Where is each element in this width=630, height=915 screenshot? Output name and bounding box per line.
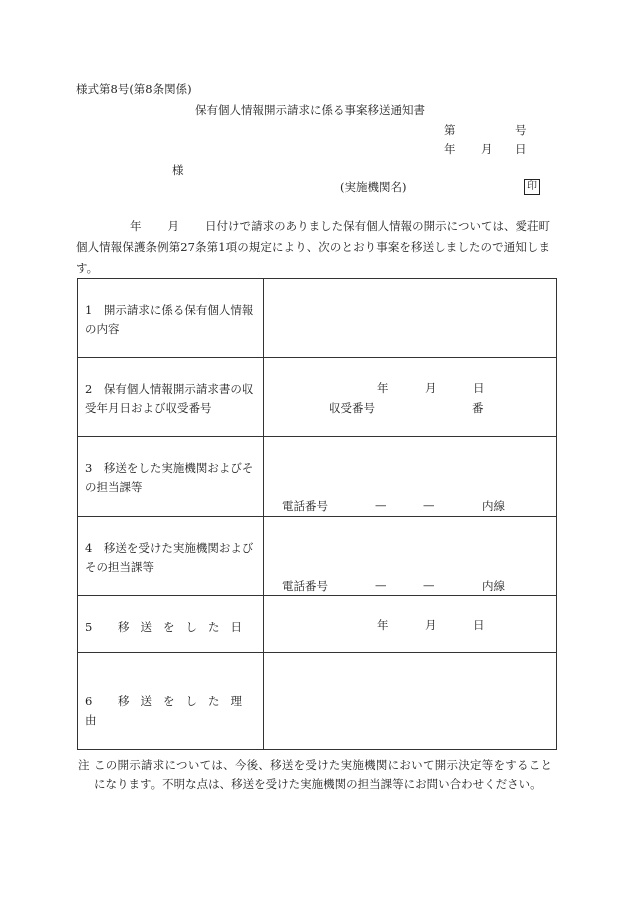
row3-label: 3 移送をした実施機関およびその担当課等: [78, 437, 264, 517]
form-number: 様式第8号(第8条関係): [76, 82, 192, 96]
row4-dash-2: —: [423, 578, 435, 592]
issue-date-day: 日: [515, 142, 527, 156]
table-row: [78, 279, 557, 358]
seal-stamp: 印: [524, 179, 540, 195]
row3-dash-2: —: [423, 498, 435, 512]
row2-receipt-suffix: 番: [472, 401, 484, 415]
row3-extension: 内線: [482, 499, 505, 513]
table-row: [78, 653, 557, 750]
row3-dash-1: —: [375, 498, 387, 512]
row6-value: [264, 653, 557, 750]
row6-label: 6 移送をした理由: [78, 653, 264, 750]
row1-label: 1 開示請求に係る保有個人情報の内容: [78, 279, 264, 358]
document-title: 保有個人情報開示請求に係る事案移送通知書: [195, 103, 425, 117]
row4-dash-1: —: [375, 578, 387, 592]
sender-agency-label: (実施機関名): [340, 180, 407, 194]
row2-label: 2 保有個人情報開示請求書の収受年月日および収受番号: [78, 358, 264, 437]
footnote-text: この開示請求については、今後、移送を受けた実施機関において開示決定等をすることになります。不明な点は、移送を受けた実施機関の担当課等にお問い合わせください。: [94, 758, 552, 791]
table-row: [78, 517, 557, 596]
table-row: [78, 437, 557, 517]
body-date-month: 月: [167, 219, 180, 233]
issue-date-month: 月: [481, 142, 493, 156]
row2-receipt-label: 収受番号: [329, 401, 375, 415]
row4-label: 4 移送を受けた実施機関およびその担当課等: [78, 517, 264, 596]
body-date-year: 年: [130, 219, 142, 233]
row5-month: 月: [425, 618, 437, 632]
row5-value: [264, 596, 557, 653]
row2-day: 日: [473, 381, 485, 395]
row3-phone-label: 電話番号: [282, 499, 328, 513]
body-paragraph: [76, 216, 550, 279]
transfer-details-table: [77, 278, 557, 750]
addressee-suffix: 様: [172, 163, 184, 177]
row5-label: 5 移送をした日: [78, 596, 264, 653]
row4-phone-label: 電話番号: [282, 579, 328, 593]
footnote-mark: 注: [78, 758, 90, 772]
row2-month: 月: [425, 381, 437, 395]
footnote: [78, 756, 552, 794]
row1-value: [264, 279, 557, 358]
row4-extension: 内線: [482, 579, 505, 593]
document-number-prefix: 第: [444, 123, 456, 137]
table-row: [78, 596, 557, 653]
row3-value: [264, 437, 557, 517]
issue-date-year: 年: [444, 142, 456, 156]
document-number-suffix: 号: [515, 123, 527, 137]
body-text: 日付けで請求のありました保有個人情報の開示については、愛荘町個人情報保護条例第27条第1項の規定により、次のとおり事案を移送しましたので通知します。: [76, 219, 550, 275]
row2-value: [264, 358, 557, 437]
row5-day: 日: [473, 618, 485, 632]
row2-year: 年: [377, 381, 389, 395]
table-row: [78, 358, 557, 437]
row5-year: 年: [377, 618, 389, 632]
row4-value: [264, 517, 557, 596]
